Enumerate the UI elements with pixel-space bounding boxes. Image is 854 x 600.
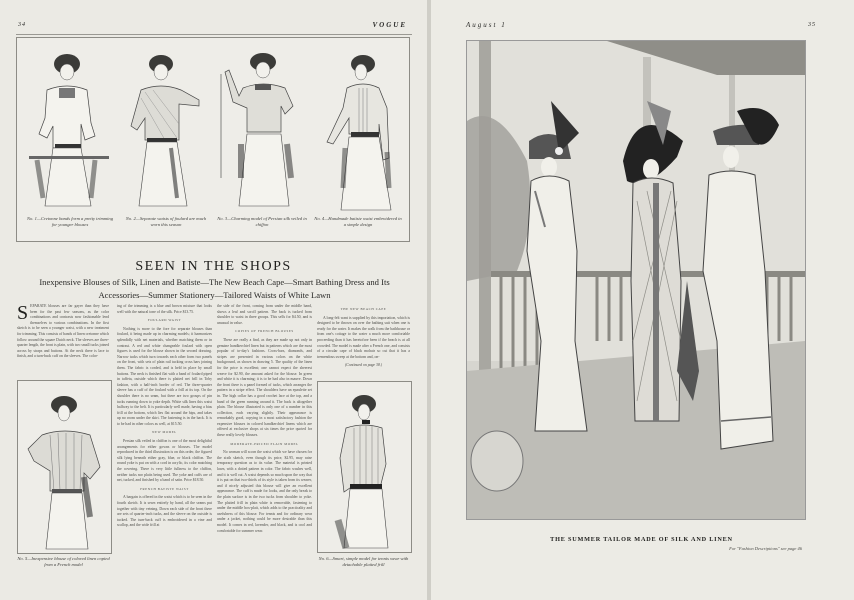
continued-note: (Continued on page 38.) [344,363,383,368]
running-head-vogue: VOGUE [372,21,407,29]
page-number-left: 34 [18,22,26,28]
top-illustration-plate [16,37,410,242]
figure-5-illustration [20,387,108,551]
figure-3-illustration [217,48,307,208]
header-rule [16,34,412,35]
text-column-2: ing of the trimming is a blue and brown mixture that looks well with the natural tone of the silk. Price $13.75. FOULARD WAIST Nothing is more to the fore for separate blouses than foulard, it being made up in charming models; it harmonizes splendidly with net materials, whether matching them or in contrast. A red and white changeable foulard with open figures is used for the blouse shown in the second drawing. Narrow tucks which turn towards each other form two panels on the front, with sets of plain rail tucking cross bars joining them. The fabric is corded, and is held in place by small buttons. The neck is finished flat with a band of foulard piped in taffeta, outside which there is plaited net frill in Toby fashion, with a half-inch border of red. The three-quarter sleeve has a cuff of the foulard with a frill at its top. On the shoulder there is no seam, but there are two groups of pin tucks running down to yoke depth. White silk lines this waist halfway to the belt. It is particularly well made, having a bias frill at the bottom, which lies flat around the hips, and takes up no room under the skirt. The fastening is in the back. It is to be had in other colors as well, at $15.50. NEW MODEL Persian silk veiled in chiffon is one of the most delightful arrangements for either gowns or blouses. The model reproduced in the third illustration is on this order, the figured silk lying beneath either gray, blue, or black chiffon. The round yoke is put on with a cord in acrylic, its color matching the covering. There is very little fullness to the chiffon, neither tucks nor plaits being used. The yoke and cuffs are of net, tucked, and finished by a band of satin. Price $18.50. FRENCH BATISTE WAIST A bargain is offered in the waist which is to be seen in the fourth sketch. It is sewn entirely by hand, all the seams put together with tiny veining. Down each side of the front there are sets of quarter-inch tucks, and the sleeve on the outside is tucked. The turn-back cuff is embroidered in a vine and scallop, and the wide frill at [117,304,212,528]
plate-caption: THE SUMMER TAILOR MADE OF SILK AND LINEN [550,536,733,543]
full-page-fashion-plate [466,40,806,520]
section-heading-foulard-waist: FOULARD WAIST [147,318,182,323]
section-heading-moderate-priced-plain-model: MODERATE-PRICED PLAIN MODEL [230,441,299,446]
dropcap-letter: S [17,302,29,324]
figure-4-illustration [313,48,403,213]
figure-2-caption: No. 2—Separate waists of foulard are much worn this season [125,216,207,227]
article-title: SEEN IN THE SHOPS [135,259,292,274]
figure-5-plate [17,380,112,554]
figure-4-caption: No. 4—Handmade batiste waist embroidered in a simple design [314,216,402,227]
figure-3-caption: No. 3—Charming model of Persian silk veiled in chiffon [217,216,307,227]
figure-2-illustration [121,48,211,208]
text-column-1 [17,304,109,361]
article-subtitle: Inexpensive Blouses of Silk, Linen and Batiste—The New Beach Cape—Smart Bathing Dress and Its Accessories—Summer Stationery—Tailored Waists of White Lawn [39,277,390,300]
figure-1-illustration [25,48,115,208]
figure-6-plate [317,381,412,553]
fashion-descriptions-note: For "Fashion Descriptions" see page 46 [729,546,802,551]
figure-1-caption: No. 1—Cretonne bands form a pretty trimming for younger blouses [26,216,114,227]
figure-6-illustration [320,388,408,550]
column-1-paragraph: SEPARATE blouses are far gayer than they have been for the past few seasons, as the color combinations and contrasts now fashionable lend themselves to various combinations. In the first sketch is to be seen a younger waist, with a new treatment for trimming. This consists of bands of linen cretonne which follow around the square Dutch neck. The sleeves are three-quarter length, the front is plain, with two small tucks joined across by straps and buttons. At the neck there is lace to finish, and a turn-back cuff on the sleeves. The color- [17,302,109,359]
running-head-date: August 1 [466,21,507,29]
page-number-right: 35 [808,22,816,28]
three-women-porch-illustration [467,41,805,519]
section-heading-new-beach-cape: THE NEW BEACH CAPE [340,307,387,311]
text-column-4: THE NEW BEACH CAPE A long-felt want is supplied by this importation, which is designed to be thrown on over the bathing suit when one is ready for the water. It makes the walk from the bathhouse or from one's cottage to the water a much more comfortable proceeding than it has heretofore been if the beach is at all crowded. The model is made after a French one, and consists of a circular cape of black mohair so cut that it has a tremendous sweep at the bottom and, on- (Continued on page 38.) [317,307,410,368]
text-column-3: the side of the front, coming from under the middle band, shows a leaf and scroll pattern. The back is tucked from shoulder to waist in three groups. This sells for $4.50, and is unusual in value. COPIES OF FRENCH BLOUSES These are really a find, as they are made up not only in genuine handkerchief linen but in patterns which are the most popular of to-day's fashions. Cross-bars, diamonds, and stripes are presented in various colors on the white background, as shown in drawing 5. The quality of the linen for the price is excellent; one cannot expect the sheerest weave for $2.90, the amount asked for the blouse. In green and white it is charming; it is to be had also in mauve. Down the front there is a panel formed of tucks, which arranges the pattern in a stripe effect. The shoulders have an epaulette set in. The high collar has a good crochet lace at the top, and a band of the green running around it. The back is altogether plain. The blouse illustrated is only one of a number in this collection, each varying slightly. Their appearance is remarkably good, copying in a most satisfactory fashion the expensive blouses in colored handkerchief linens which are offered at exclusive shops at six times the price quoted for these really lovely blouses. MODERATE-PRICED PLAIN MODEL No woman will scorn the waist which we have chosen for the sixth sketch, even though its price, $2.95, may raise temporary question as to its value. The material is printed lawn, with a dotted pattern in color. The fabric washes well, and it is well cut. A waist depends so much upon the way that it is put on that two-thirds of its style is taken from its wearer, and if nicely adjusted this blouse will give an excellent appearance. The cuff is made for looks, and the only break to the plain surface is in the two tucks from shoulder to yoke. The plaited frill in plain white is removable, fastening to under the middle box-plait, which adds to the practicality and usefulness of this blouse. For tennis and for ordinary wear under a jacket, nothing could be more desirable than this model. It comes in red, lavender, and black, and is cool and comfortable for summer wear. [217,304,312,533]
section-heading-copies-of-french-blouses: COPIES OF FRENCH BLOUSES [235,329,294,334]
figure-5-caption: No. 5—Inexpensive blouse of colored linen copied from a French model [17,556,110,567]
section-heading-french-batiste-waist: FRENCH BATISTE WAIST [140,486,189,491]
figure-6-caption: No. 6—Smart, simple model for tennis wear with detachable plaited frill [318,556,409,567]
section-heading-new-model: NEW MODEL [152,430,177,435]
